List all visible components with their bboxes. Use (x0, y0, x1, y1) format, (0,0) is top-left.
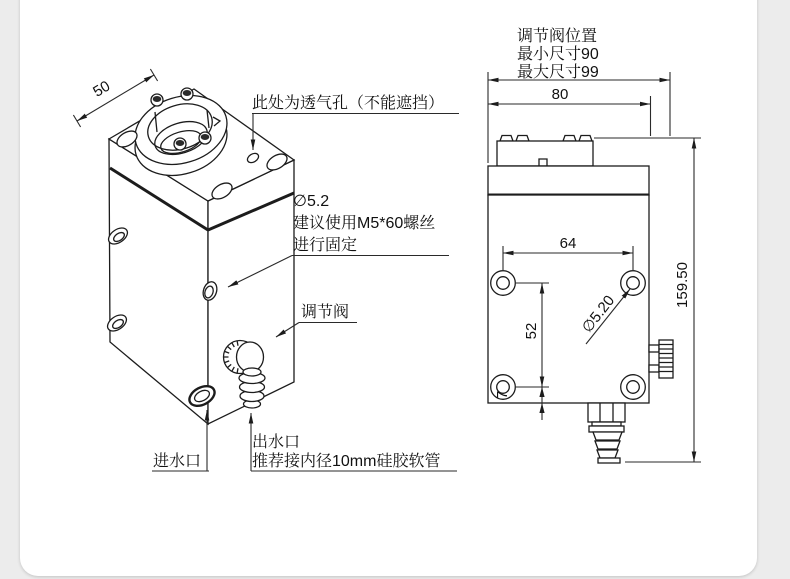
outlet-label-line1: 出水口 (252, 434, 301, 451)
edge-dim-50: 50 (90, 77, 114, 101)
screw-note-line2: 建议使用M5*60螺丝 (293, 215, 436, 232)
inlet-label: 进水口 (153, 453, 202, 470)
spacing-v-dim: 52 (523, 322, 540, 340)
height-dim: 159.50 (674, 262, 691, 308)
vent-note-label: 此处为透气孔（不能遮挡） (252, 95, 445, 112)
vent-note (252, 94, 459, 150)
front-view (488, 27, 701, 463)
inlet-note (152, 410, 209, 471)
bottom-offset-dim: 7 (494, 390, 511, 400)
valve-pos-line2: 最小尺寸90 (517, 46, 599, 63)
spacing-h-dim: 64 (559, 235, 577, 252)
outlet-note (251, 413, 457, 471)
front-cap-screws (500, 136, 592, 142)
front-body (488, 141, 649, 403)
hole-diameter-dim: ∅5.20 (578, 292, 619, 337)
screw-note-line3: 进行固定 (293, 237, 358, 254)
screw-note-line1: ∅5.2 (293, 193, 330, 210)
valve-pos-line1: 调节阀位置 (517, 28, 598, 45)
valve-label: 调节阀 (301, 304, 350, 321)
width-dim: 80 (551, 86, 569, 103)
outlet-label-line2: 推荐接内径10mm硅胶软管 (252, 453, 441, 470)
valve-pos-line3: 最大尺寸99 (517, 64, 599, 81)
front-knob (649, 340, 673, 378)
isometric-view (73, 69, 459, 471)
dim-width-80 (488, 86, 651, 136)
front-barb-fitting (588, 403, 625, 463)
